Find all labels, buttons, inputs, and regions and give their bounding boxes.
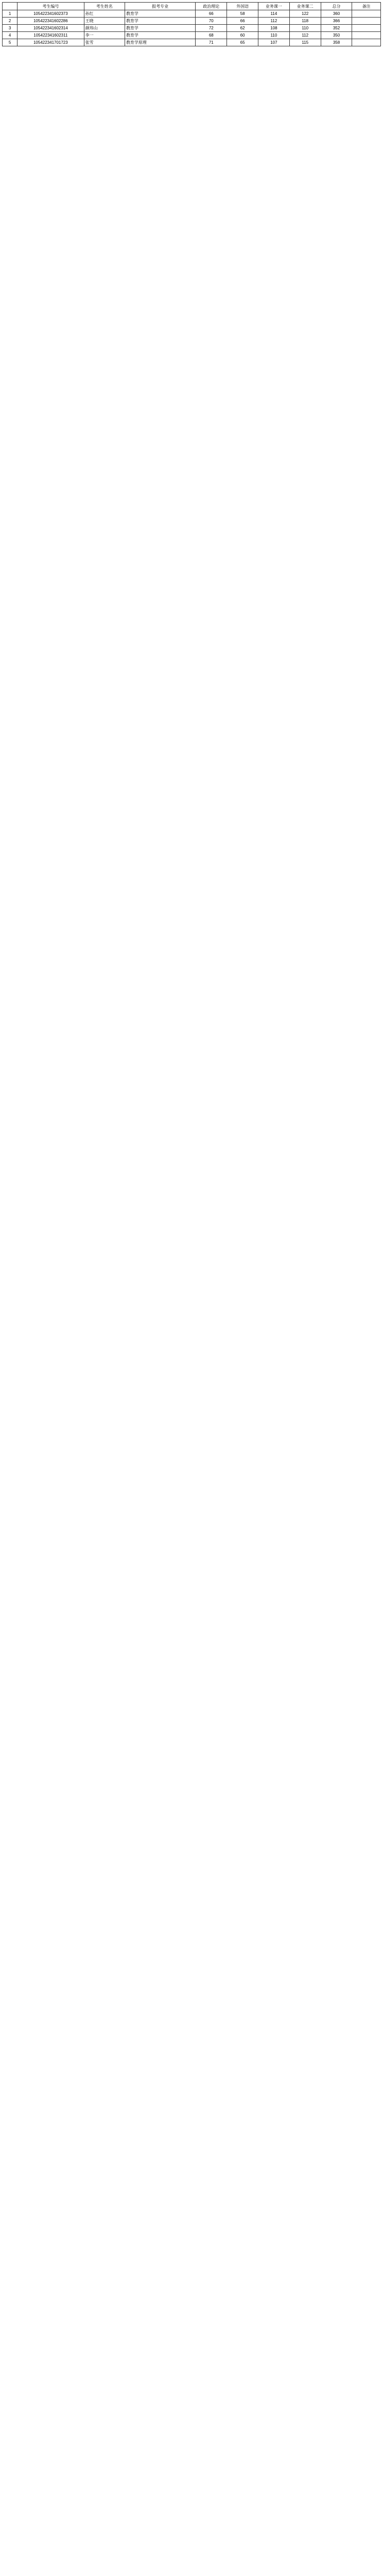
row-index: 2 bbox=[3, 18, 18, 25]
candidate-name: 张雪 bbox=[84, 39, 125, 46]
major: 教育学 bbox=[125, 18, 195, 25]
header-subject-1: 业务课一 bbox=[258, 3, 290, 10]
candidate-id: 105422341602286 bbox=[18, 18, 84, 25]
score-table bbox=[2, 2, 381, 46]
candidate-name: 颜玮山 bbox=[84, 25, 125, 32]
row-index: 5 bbox=[3, 39, 18, 46]
score-subject-2: 112 bbox=[289, 32, 321, 39]
header-note: 备注 bbox=[352, 3, 381, 10]
table-row bbox=[3, 18, 381, 25]
note bbox=[352, 10, 381, 18]
score-language: 60 bbox=[227, 32, 258, 39]
score-subject-2: 115 bbox=[289, 39, 321, 46]
candidate-id: 105422341701723 bbox=[18, 39, 84, 46]
header-language: 外国语 bbox=[227, 3, 258, 10]
score-subject-2: 122 bbox=[289, 10, 321, 18]
candidate-id: 105422341602311 bbox=[18, 32, 84, 39]
major: 教育学原理 bbox=[125, 39, 195, 46]
score-subject-1: 108 bbox=[258, 25, 290, 32]
score-language: 66 bbox=[227, 18, 258, 25]
table-row bbox=[3, 32, 381, 39]
note bbox=[352, 32, 381, 39]
header-subject-2: 业务课二 bbox=[289, 3, 321, 10]
score-subject-1: 107 bbox=[258, 39, 290, 46]
score-total: 366 bbox=[321, 18, 352, 25]
score-total: 360 bbox=[321, 10, 352, 18]
score-total: 350 bbox=[321, 32, 352, 39]
score-language: 62 bbox=[227, 25, 258, 32]
header-candidate-id: 考生编号 bbox=[18, 3, 84, 10]
header-politics: 政治理论 bbox=[196, 3, 227, 10]
score-politics: 66 bbox=[196, 10, 227, 18]
candidate-name: 李一 bbox=[84, 32, 125, 39]
table-row bbox=[3, 10, 381, 18]
major: 教育学 bbox=[125, 25, 195, 32]
candidate-id: 105422341602314 bbox=[18, 25, 84, 32]
score-subject-1: 114 bbox=[258, 10, 290, 18]
score-politics: 72 bbox=[196, 25, 227, 32]
score-subject-1: 110 bbox=[258, 32, 290, 39]
candidate-id: 105422341602373 bbox=[18, 10, 84, 18]
score-subject-2: 110 bbox=[289, 25, 321, 32]
score-subject-1: 112 bbox=[258, 18, 290, 25]
score-politics: 68 bbox=[196, 32, 227, 39]
score-total: 352 bbox=[321, 25, 352, 32]
score-politics: 71 bbox=[196, 39, 227, 46]
header-row bbox=[3, 3, 381, 10]
score-language: 58 bbox=[227, 10, 258, 18]
table-row bbox=[3, 25, 381, 32]
row-index: 1 bbox=[3, 10, 18, 18]
major: 教育学 bbox=[125, 10, 195, 18]
table-body bbox=[3, 10, 381, 46]
score-politics: 70 bbox=[196, 18, 227, 25]
score-language: 65 bbox=[227, 39, 258, 46]
table-row bbox=[3, 39, 381, 46]
header-name: 考生姓名 bbox=[84, 3, 125, 10]
score-total: 358 bbox=[321, 39, 352, 46]
row-index: 4 bbox=[3, 32, 18, 39]
header-major: 报考专业 bbox=[125, 3, 195, 10]
candidate-name: 孙红 bbox=[84, 10, 125, 18]
row-index: 3 bbox=[3, 25, 18, 32]
note bbox=[352, 39, 381, 46]
major: 教育学 bbox=[125, 32, 195, 39]
header-index bbox=[3, 3, 18, 10]
note bbox=[352, 25, 381, 32]
score-subject-2: 118 bbox=[289, 18, 321, 25]
header-total: 总分 bbox=[321, 3, 352, 10]
candidate-name: 王晓 bbox=[84, 18, 125, 25]
note bbox=[352, 18, 381, 25]
